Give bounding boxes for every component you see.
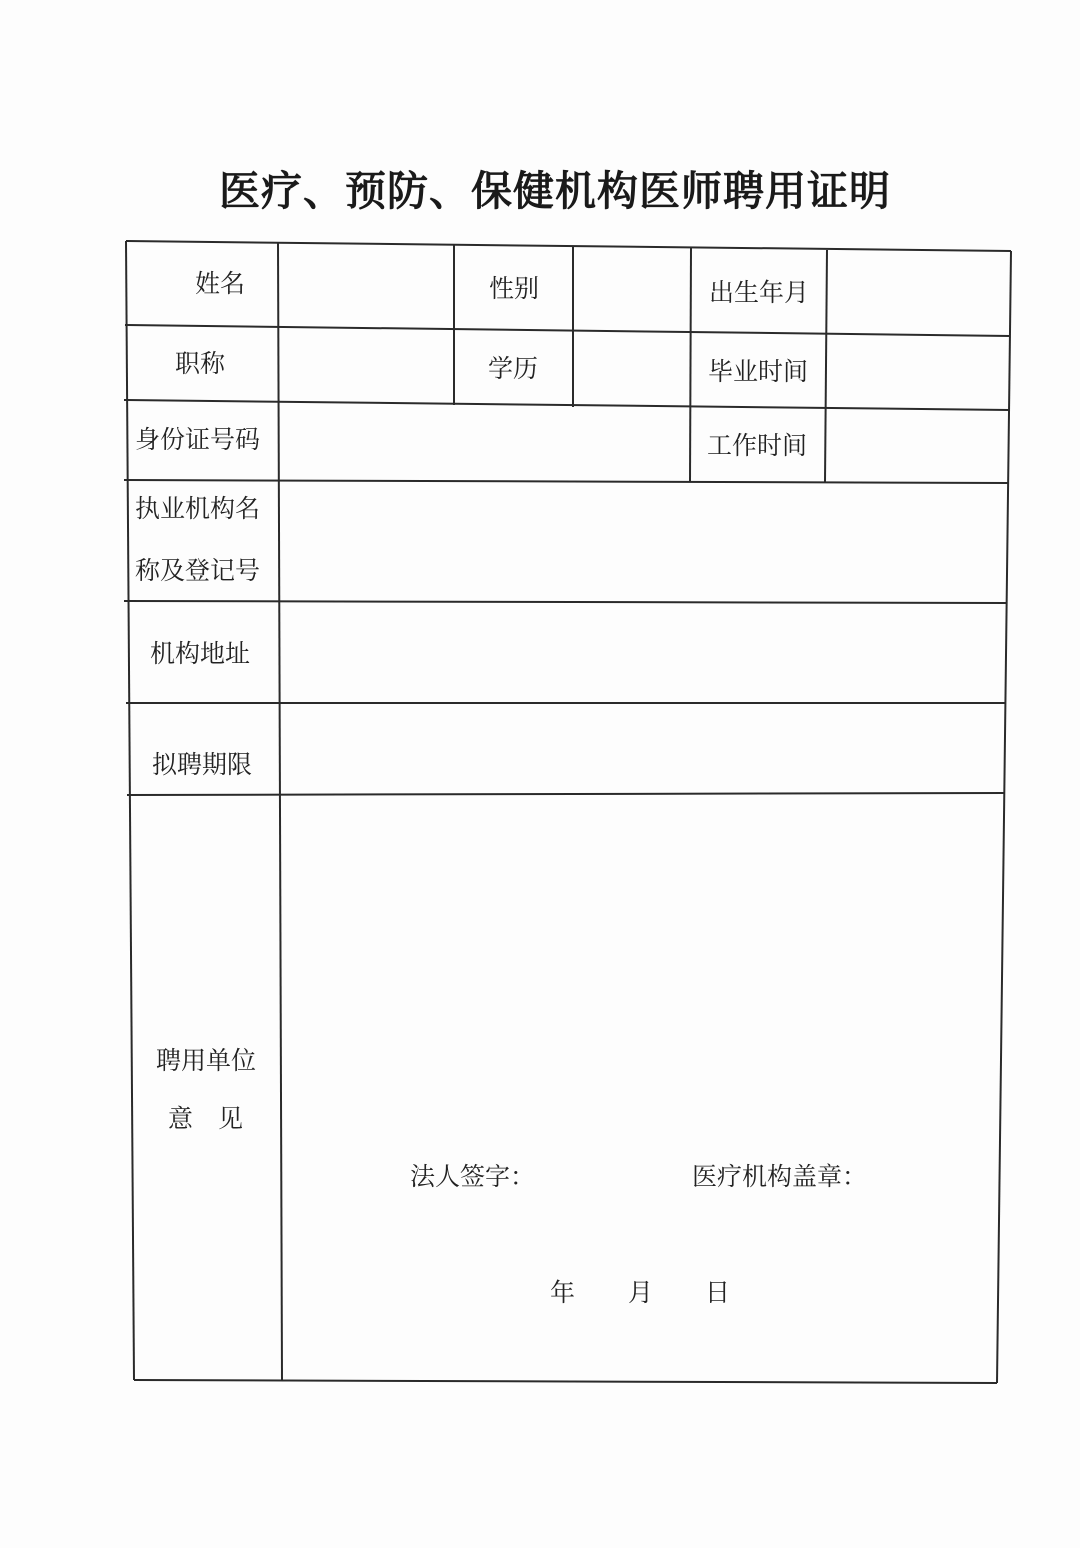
institution-label-line2: 称及登记号 bbox=[135, 556, 261, 585]
date-day-label: 日 bbox=[705, 1278, 731, 1307]
work-time-label: 工作时间 bbox=[707, 431, 808, 460]
name-label: 姓名 bbox=[195, 269, 246, 298]
opinion-field[interactable] bbox=[285, 797, 995, 1137]
graduation-label: 毕业时间 bbox=[708, 357, 809, 386]
education-field[interactable] bbox=[576, 331, 689, 406]
date-month-label: 月 bbox=[628, 1278, 654, 1307]
professional-title-label: 职称 bbox=[175, 349, 226, 378]
legal-representative-signature-label: 法人签字： bbox=[410, 1162, 536, 1191]
id-number-label: 身份证号码 bbox=[135, 425, 261, 454]
term-label: 拟聘期限 bbox=[152, 750, 253, 779]
gender-field[interactable] bbox=[576, 249, 689, 327]
name-field[interactable] bbox=[282, 246, 452, 324]
institution-seal-label: 医疗机构盖章： bbox=[692, 1162, 868, 1191]
birth-field[interactable] bbox=[830, 253, 1008, 333]
graduation-field[interactable] bbox=[829, 338, 1007, 408]
date-year-label: 年 bbox=[550, 1278, 576, 1307]
id-number-field[interactable] bbox=[282, 404, 688, 479]
opinion-label-line2: 意 见 bbox=[168, 1104, 244, 1133]
address-field[interactable] bbox=[283, 605, 1004, 701]
opinion-label-line1: 聘用单位 bbox=[156, 1046, 257, 1075]
education-label: 学历 bbox=[488, 354, 539, 383]
professional-title-field[interactable] bbox=[282, 328, 452, 403]
term-field[interactable] bbox=[283, 705, 1003, 791]
work-time-field[interactable] bbox=[828, 412, 1006, 481]
address-label: 机构地址 bbox=[150, 639, 251, 668]
birth-label: 出生年月 bbox=[709, 278, 810, 307]
institution-field[interactable] bbox=[283, 484, 1005, 600]
institution-label-line1: 执业机构名 bbox=[135, 494, 261, 523]
page-title: 医疗、预防、保健机构医师聘用证明 bbox=[219, 167, 891, 215]
gender-label: 性别 bbox=[489, 274, 540, 303]
